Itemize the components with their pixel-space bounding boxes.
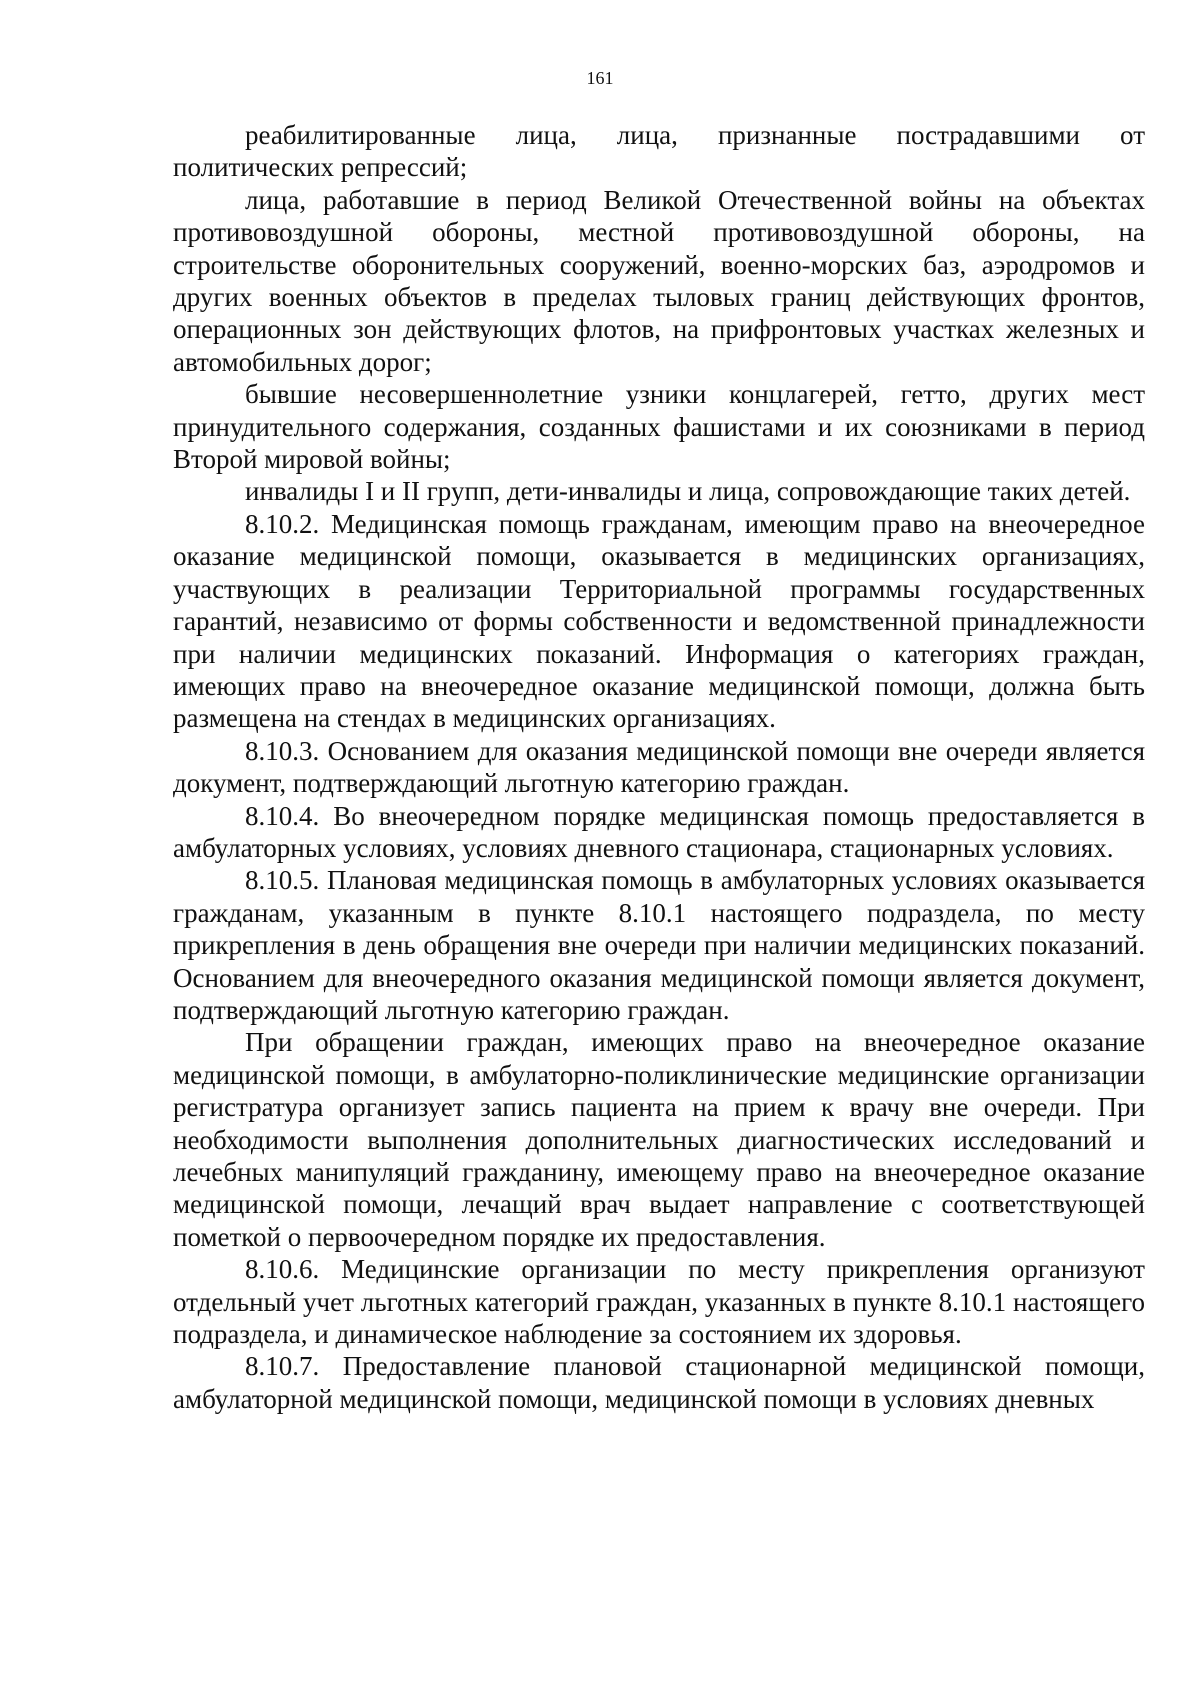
paragraph-repressed-persons: реабилитированные лица, лица, признанные пострадавшими от политических репрессий; [173, 120, 1145, 183]
paragraph-8-10-3: 8.10.3. Основанием для оказания медицинской помощи вне очереди является документ, подтверждающий льготную категорию граждан. [173, 735, 1145, 799]
paragraph-8-10-4: 8.10.4. Во внеочередном порядке медицинская помощь предоставляется в амбулаторных условиях, условиях дневного стационара, стационарных условиях. [173, 800, 1145, 863]
document-body [173, 119, 1145, 1415]
paragraph-disabled-persons: инвалиды I и II групп, дети-инвалиды и лица, сопровождающие таких детей. [245, 476, 1131, 507]
paragraph-8-10-6: 8.10.6. Медицинские организации по месту прикрепления организуют отдельный учет льготных категорий граждан, указанных в пункте 8.10.1 настоящего подраздела, и динамическое наблюдение за состоянием их здоровья. [173, 1254, 1145, 1350]
page-number: 161 [586, 68, 614, 88]
paragraph-camp-prisoners: бывшие несовершеннолетние узники концлагерей, гетто, других мест принудительного содержания, созданных фашистами и их союзниками в период Второй мировой войны; [173, 379, 1145, 475]
paragraph-8-10-5: 8.10.5. Плановая медицинская помощь в амбулаторных условиях оказывается гражданам, указанным в пункте 8.10.1 настоящего подраздела, по месту прикрепления в день обращения вне очереди при наличии медицинских показаний. Основанием для внеочередного оказания медицинской помощи является документ, подтверждающий льготную категорию граждан. [173, 865, 1145, 1025]
paragraph-registry-procedure: При обращении граждан, имеющих право на внеочередное оказание медицинской помощи, в амбулаторно-поликлинические медицинские организации регистратура организует запись пациента на прием к врачу вне очереди. При необходимости выполнения дополнительных диагностических исследований и лечебных манипуляций гражданину, имеющему право на внеочередное оказание медицинской помощи, лечащий врач выдает направление с соответствующей пометкой о первоочередном порядке их предоставления. [173, 1027, 1145, 1252]
paragraph-8-10-2: 8.10.2. Медицинская помощь гражданам, имеющим право на внеочередное оказание медицинской помощи, оказывается в медицинских организациях, участвующих в реализации Территориальной программы государственных гарантий, независимо от формы собственности и ведомственной принадлежности при наличии медицинских показаний. Информация о категориях граждан, имеющих право на внеочередное оказание медицинской помощи, должна быть размещена на стендах в медицинских организациях. [173, 508, 1145, 734]
paragraph-wartime-workers: лица, работавшие в период Великой Отечественной войны на объектах противовоздушной обороны, местной противовоздушной обороны, на строительстве оборонительных сооружений, военно-морских баз, аэродромов и других военных объектов в пределах тыловых границ действующих фронтов, операционных зон действующих флотов, на прифронтовых участках железных и автомобильных дорог; [173, 184, 1145, 377]
paragraph-8-10-7: 8.10.7. Предоставление плановой стационарной медицинской помощи, амбулаторной медицинской помощи, медицинской помощи в условиях дневных [173, 1351, 1145, 1414]
